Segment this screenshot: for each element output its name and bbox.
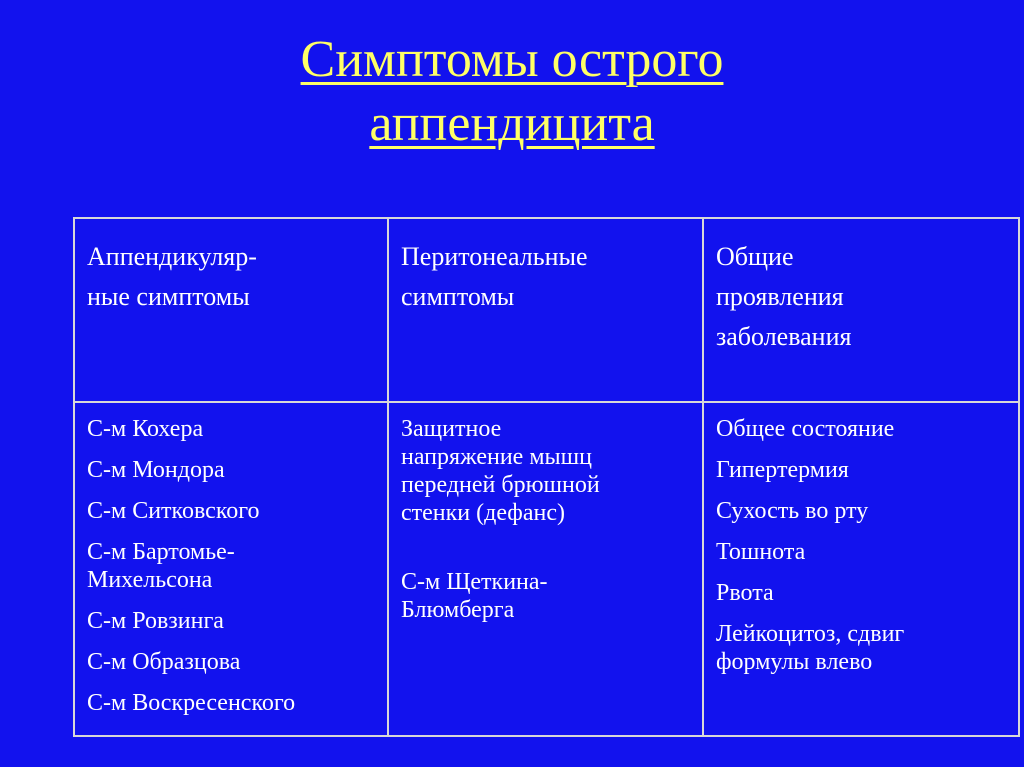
list-item: Тошнота: [716, 539, 806, 565]
header-appendicular: Аппендикуляр- ные симптомы: [74, 218, 388, 402]
list-item: Рвота: [716, 580, 774, 606]
list-item: С-м Ситковского: [87, 498, 260, 524]
spacer: [401, 540, 696, 568]
symptoms-table: [73, 217, 1020, 737]
list-item: Защитное напряжение мышц передней брюшной стенки (дефанс): [401, 416, 600, 526]
list-item: С-м Щеткина- Блюмберга: [401, 569, 548, 623]
list-item: Лейкоцитоз, сдвиг формулы влево: [716, 621, 905, 675]
list-item: С-м Воскресенского: [87, 690, 296, 716]
table-header-row: [74, 218, 1019, 402]
list-item: С-м Мондора: [87, 457, 225, 483]
cell-peritoneal-symptoms: [388, 402, 703, 736]
list-item: С-м Образцова: [87, 649, 241, 675]
slide-title: [0, 28, 1024, 156]
list-item: Сухость во рту: [716, 498, 869, 524]
table-body-row: [74, 402, 1019, 736]
slide-title-line-2: аппендицита: [369, 95, 655, 152]
list-item: С-м Бартомье- Михельсона: [87, 539, 235, 593]
list-item: С-м Кохера: [87, 416, 204, 442]
slide-title-line-1: Симптомы острого: [300, 31, 724, 88]
list-item: С-м Ровзинга: [87, 608, 224, 634]
list-item: Общее состояние: [716, 416, 895, 442]
list-item: Гипертермия: [716, 457, 849, 483]
cell-general-manifestations: [703, 402, 1019, 736]
cell-appendicular-symptoms: [74, 402, 388, 736]
header-peritoneal: Перитонеальные симптомы: [388, 218, 703, 402]
header-general: Общие проявления заболевания: [703, 218, 1019, 402]
